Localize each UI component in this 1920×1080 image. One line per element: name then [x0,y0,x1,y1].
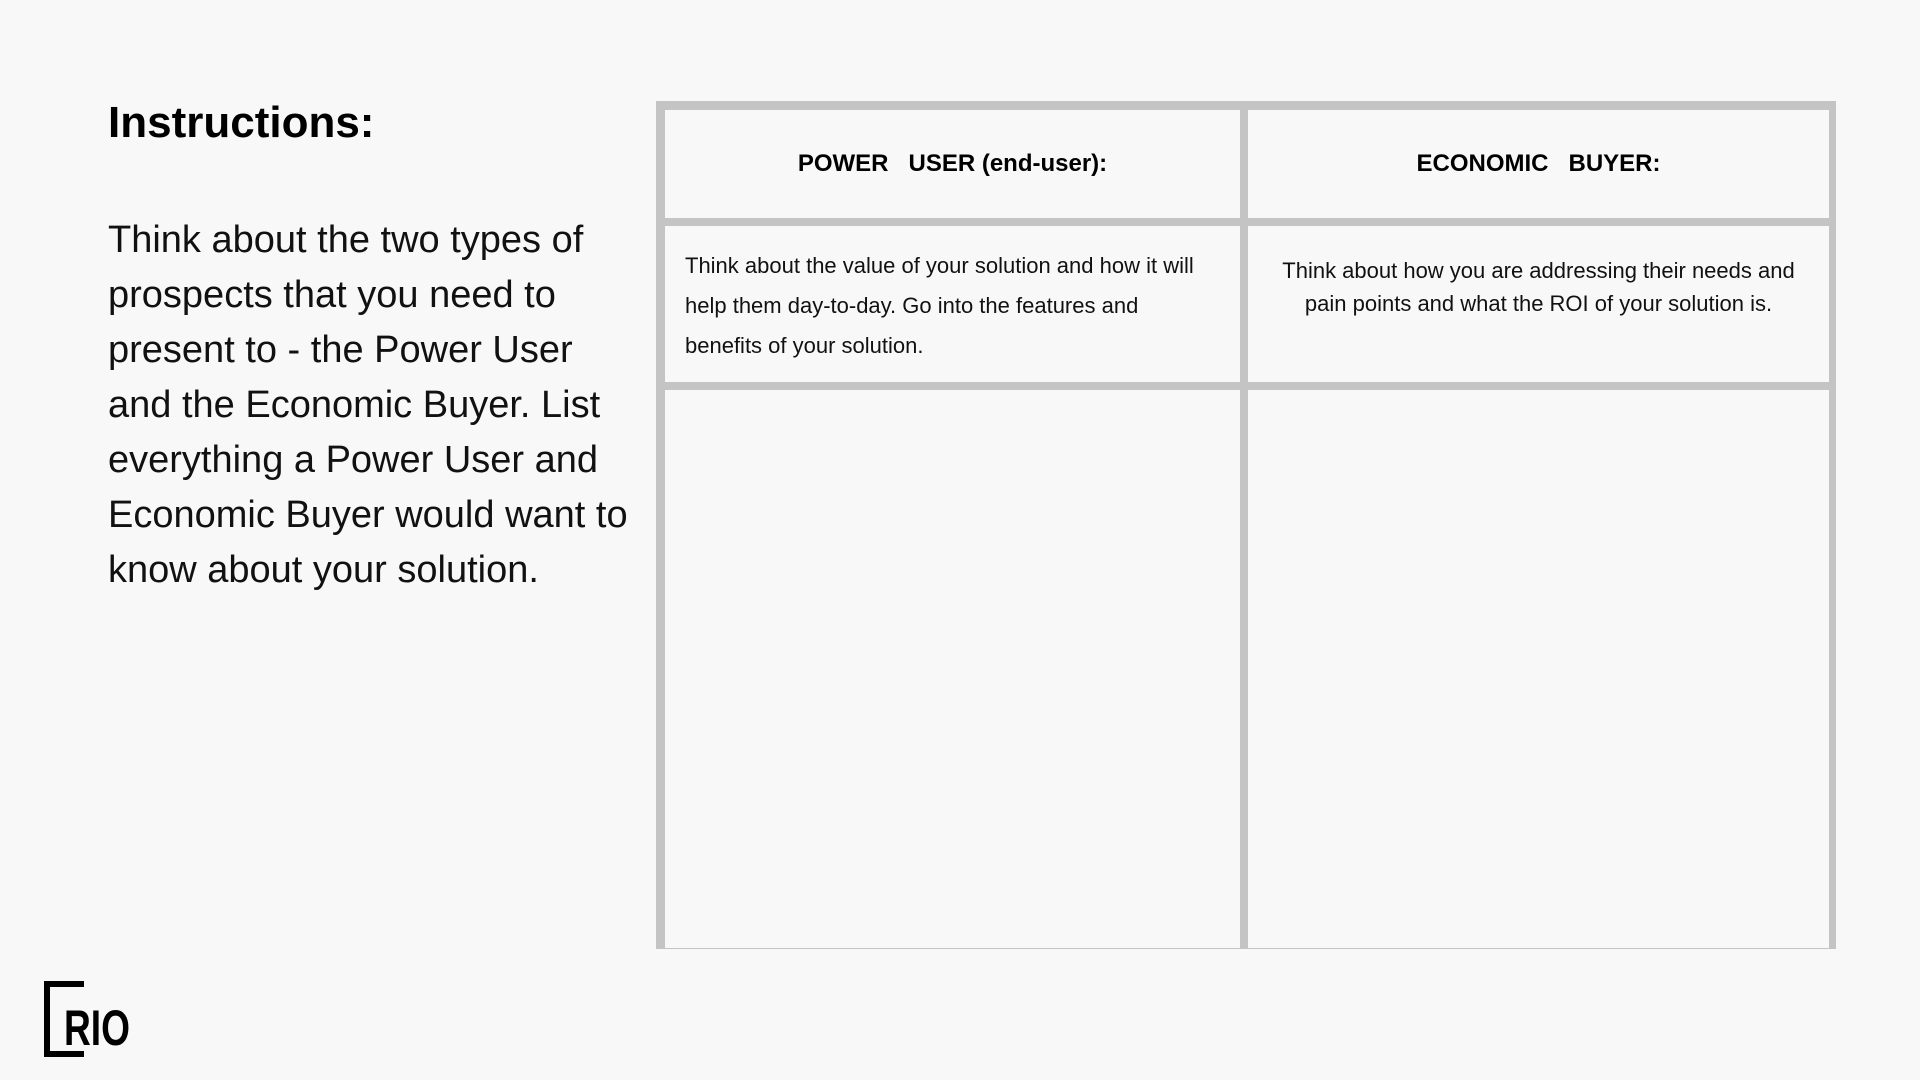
logo-text: RIO [64,1000,130,1056]
power-user-description: Think about the value of your solution and how it will help them day-to-day. Go into the features and benefits of your solution. [665,226,1240,382]
economic-buyer-header: ECONOMIC BUYER: [1248,110,1829,218]
prospect-table [656,101,1836,949]
economic-buyer-answer-cell[interactable] [1248,390,1829,948]
rio-logo-icon [44,981,132,1057]
power-user-header: POWER USER (end-user): [665,110,1240,218]
instructions-title: Instructions: [108,98,375,147]
economic-buyer-description: Think about how you are addressing their needs and pain points and what the ROI of your solution is. [1248,226,1829,382]
instructions-body: Think about the two types of prospects that you need to present to - the Power User and the Economic Buyer. List everything a Power User and Economic Buyer would want to know about your solution. [108,219,628,591]
power-user-answer-cell[interactable] [665,390,1240,948]
